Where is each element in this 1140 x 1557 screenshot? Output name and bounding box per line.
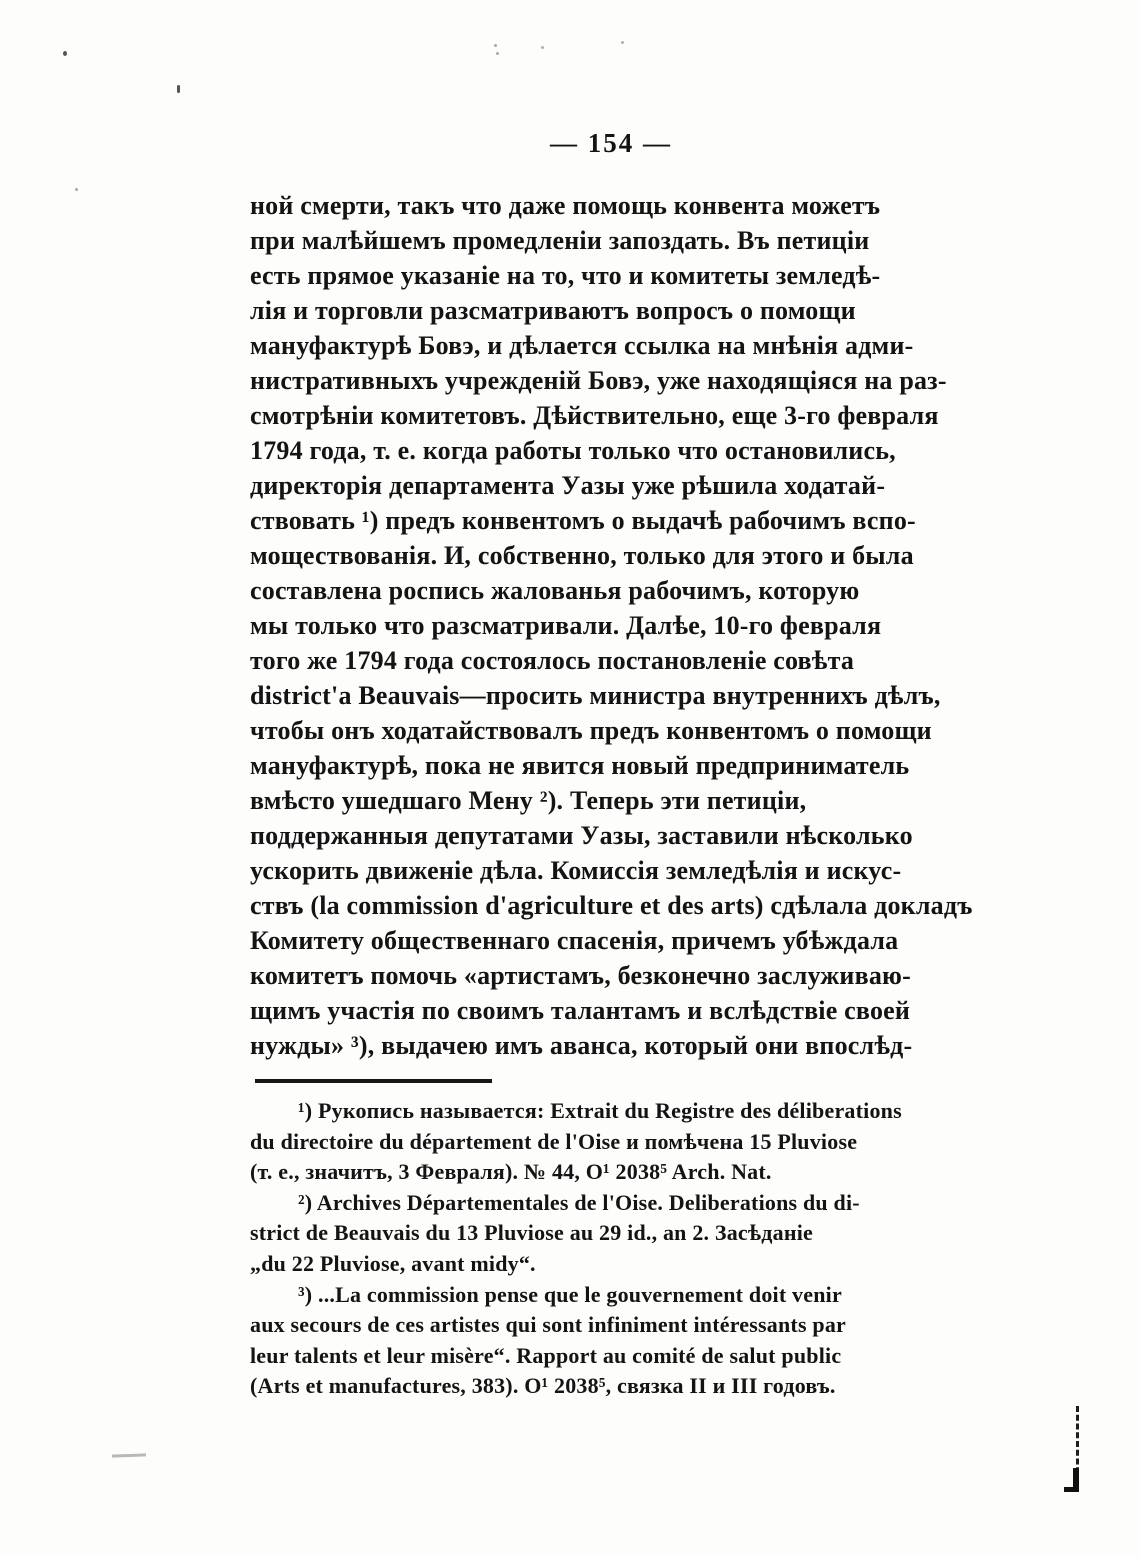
body-text-line: district'а Beauvais—просить министра внутреннихъ дѣлъ, [250,681,941,710]
body-text-line: ной смерти, такъ что даже помощь конвента можетъ [250,191,881,220]
footnote-line: aux secours de ces artistes qui sont infiniment intéressants par [250,1312,847,1338]
footnotes [250,1096,1010,1402]
body-text-line: поддержанныя депутатами Уазы, заставили нѣсколько [250,821,913,850]
body-text-line: нистративныхъ учрежденій Бовэ, уже находящіяся на раз- [250,366,947,395]
body-text-line: Комитету общественнаго спасенія, причемъ убѣждала [250,926,899,955]
scan-speck [541,46,544,49]
body-text-line: мануфактурѣ, пока не явится новый предприниматель [250,751,910,780]
footnote-3 [250,1280,1010,1402]
body-text-line: ствовать ¹) предъ конвентомъ о выдачѣ рабочимъ вспо- [250,506,916,535]
body-text-line: при малѣйшемъ промедленіи запоздать. Въ петиціи [250,226,870,255]
scan-vertical-line-artifact [1064,1487,1079,1492]
body-text-line: смотрѣніи комитетовъ. Дѣйствительно, еще 3-го февраля [250,401,939,430]
body-text-line: нужды» ³), выдачею имъ аванса, который они впослѣд- [250,1031,913,1060]
scan-speck [63,51,67,56]
page-number: — 154 — [550,128,672,158]
footnote-line: ²) Archives Départementales de l'Oise. Deliberations du di- [298,1189,860,1215]
body-text-line: составлена роспись жалованья рабочимъ, которую [250,576,860,605]
body-text-line: вмѣсто ушедшаго Мену ²). Теперь эти петиціи, [250,786,807,815]
footnote-line: (Arts et manufactures, 383). O¹ 2038⁵, связка II и III годовъ. [250,1373,836,1399]
body-text [250,188,1008,1063]
footnote-2 [250,1188,1010,1280]
body-text-line: ствъ (la commission d'agriculture et des arts) сдѣлала докладъ [250,891,973,920]
body-text-line: моществованія. И, собственно, только для этого и была [250,541,914,570]
footnote-line: ¹) Рукопись называется: Extrait du Registre des déliberations [298,1098,902,1123]
footnote-line: (т. е., значитъ, 3 Февраля). № 44, O¹ 2038⁵ Arch. Nat. [250,1159,772,1185]
body-text-line: мануфактурѣ Бовэ, и дѣлается ссылка на мнѣнія адми- [250,331,914,360]
body-text-line: мы только что разсматривали. Далѣе, 10-го февраля [250,611,882,640]
scan-speck [621,41,624,44]
footnote-line: strict de Beauvais du 13 Pluviose au 29 id., an 2. Засѣданіе [250,1220,813,1246]
body-text-line: лія и торговли разсматриваютъ вопросъ о помощи [250,296,856,325]
body-text-line: есть прямое указаніе на то, что и комитеты земледѣ- [250,261,881,290]
body-text-line: того же 1794 года состоялось постановленіе совѣта [250,646,855,675]
body-text-line: комитетъ помочь «артистамъ, безконечно заслуживаю- [250,961,911,990]
body-text-line: 1794 года, т. е. когда работы только что остановились, [250,436,896,465]
footnote-line: „du 22 Pluviose, avant midy“. [250,1250,536,1276]
scan-speck [177,85,180,93]
footnote-line: du directoire du département de l'Oise и помѣчена 15 Pluviose [250,1128,858,1154]
body-text-line: чтобы онъ ходатайствовалъ предъ конвентомъ о помощи [250,716,932,745]
footnote-line: leur talents et leur misère“. Rapport au comité de salut public [250,1342,842,1368]
footnote-line: ³) ...La commission pense que le gouvernement doit venir [298,1281,842,1307]
scan-dash-artifact [112,1453,146,1457]
footnote-separator-rule [255,1079,492,1083]
body-text-line: директорія департамента Уазы уже рѣшила ходатай- [250,471,886,500]
body-text-line: щимъ участія по своимъ талантамъ и вслѣдствіе своей [250,996,911,1025]
scan-speck [496,52,499,55]
scan-speck [75,188,78,191]
scan-speck [494,44,497,47]
footnote-1 [250,1096,1010,1188]
body-text-line: ускорить движеніе дѣла. Комиссія земледѣлія и искус- [250,856,902,885]
